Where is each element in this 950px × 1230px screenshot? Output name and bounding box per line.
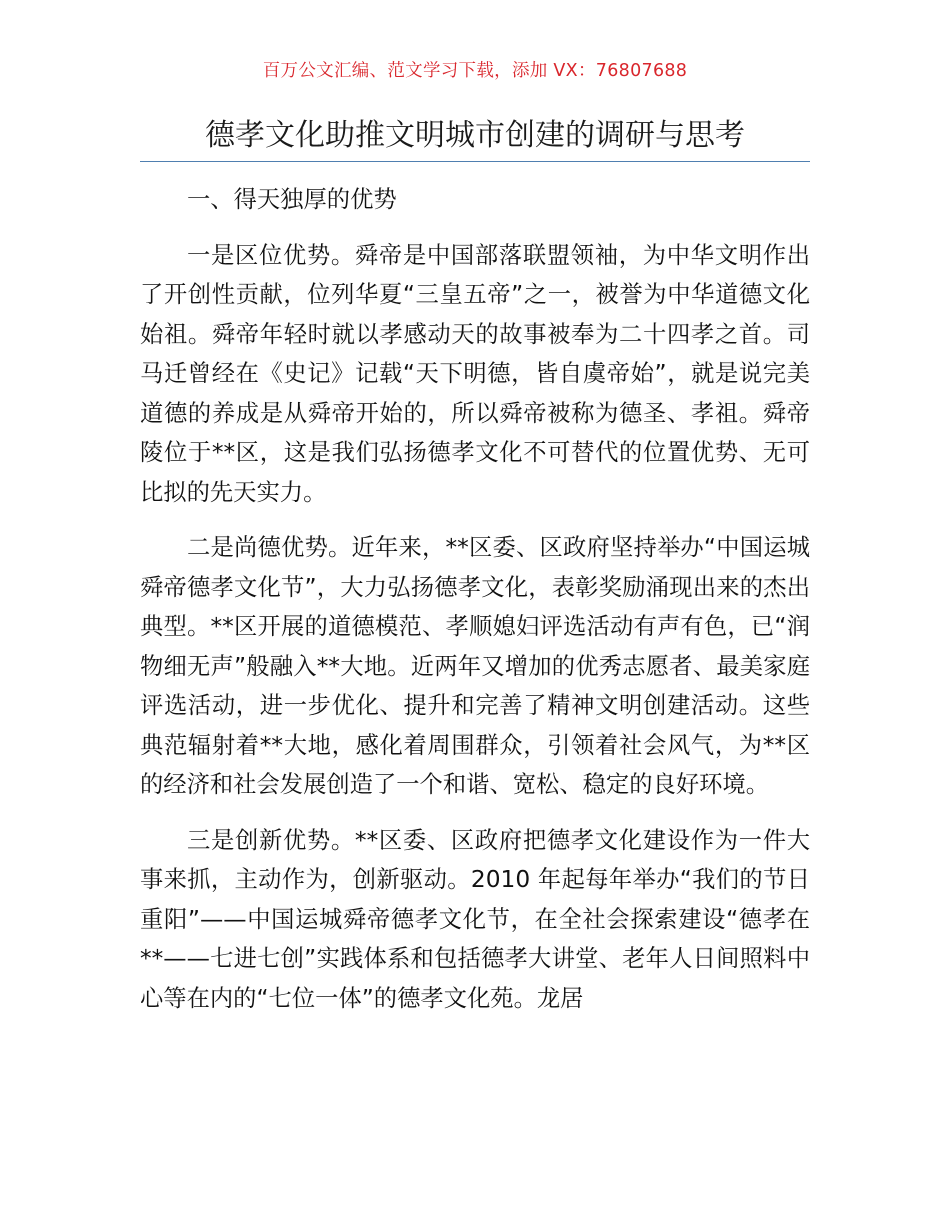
paragraph-location-advantage: 一是区位优势。舜帝是中国部落联盟领袖，为中华文明作出了开创性贡献，位列华夏“三皇五帝”之一，被誉为中华道德文化始祖。舜帝年轻时就以孝感动天的故事被奉为二十四孝之首。司马迁曾经在《史记》记载“天下明德，皆自虞帝始”，就是说完美道德的养成是从舜帝开始的，所以舜帝被称为德圣、孝祖。舜帝陵位于**区，这是我们弘扬德孝文化不可替代的位置优势、无可比拟的先天实力。 — [140, 241, 810, 506]
section-heading: 一、得天独厚的优势 — [187, 186, 397, 213]
watermark-banner: 百万公文汇编、范文学习下载，添加 VX：76807688 — [262, 61, 688, 81]
paragraph-virtue-advantage: 二是尚德优势。近年来，**区委、区政府坚持举办“中国运城舜帝德孝文化节”，大力弘扬德孝文化，表彰奖励涌现出来的杰出典型。**区开展的道德模范、孝顺媳妇评选活动有声有色，已“润物细无声”般融入**大地。近两年又增加的优秀志愿者、最美家庭评选活动，进一步优化、提升和完善了精神文明创建活动。这些典范辐射着**大地，感化着周围群众，引领着社会风气，为**区的经济和社会发展创造了一个和谐、宽松、稳定的良好环境。 — [140, 534, 810, 798]
document-title: 德孝文化助推文明城市创建的调研与思考 — [205, 118, 745, 153]
title-divider — [140, 161, 810, 162]
paragraph-innovation-advantage: 三是创新优势。**区委、区政府把德孝文化建设作为一件大事来抓，主动作为，创新驱动。2010 年起每年举办“我们的节日重阳”——中国运城舜帝德孝文化节，在全社会探索建设“德孝在**——七进七创”实践体系和包括德孝大讲堂、老年人日间照料中心等在内的“七位一体”的德孝文化苑。龙居 — [140, 826, 810, 1012]
document-body — [140, 180, 810, 1034]
